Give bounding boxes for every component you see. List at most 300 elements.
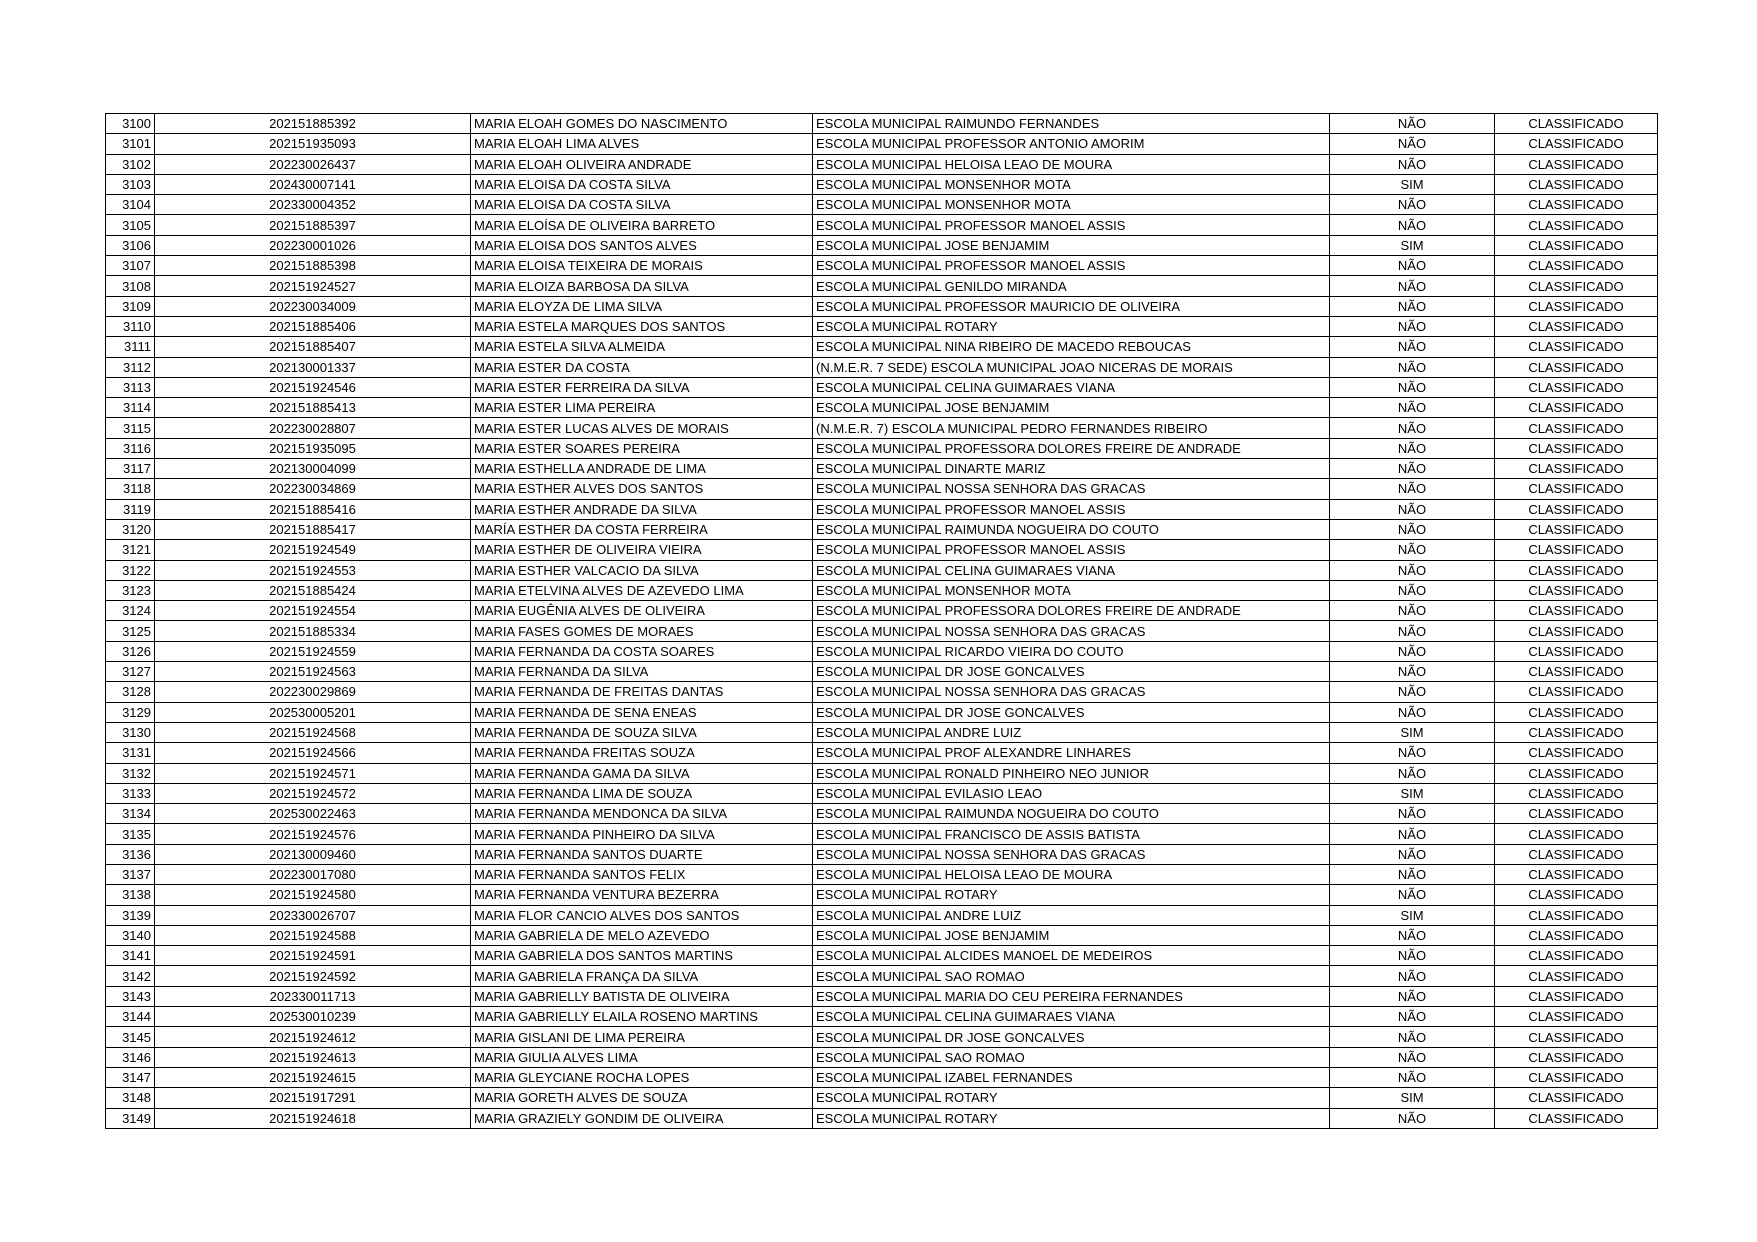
flag-cell: SIM bbox=[1330, 174, 1495, 194]
row-number-cell: 3116 bbox=[106, 438, 155, 458]
school-name-cell: ESCOLA MUNICIPAL RAIMUNDA NOGUEIRA DO COUTO bbox=[813, 804, 1330, 824]
student-name-cell: MARIA FERNANDA DE SOUZA SILVA bbox=[471, 722, 813, 742]
classification-table bbox=[105, 113, 1658, 1129]
status-cell: CLASSIFICADO bbox=[1495, 824, 1658, 844]
table-row bbox=[106, 824, 1658, 844]
school-name-cell: ESCOLA MUNICIPAL NOSSA SENHORA DAS GRACAS bbox=[813, 844, 1330, 864]
student-name-cell: MARIA ESTHER ANDRADE DA SILVA bbox=[471, 499, 813, 519]
table-row bbox=[106, 682, 1658, 702]
student-name-cell: MARIA ESTELA MARQUES DOS SANTOS bbox=[471, 316, 813, 336]
school-name-cell: ESCOLA MUNICIPAL PROFESSORA DOLORES FREIRE DE ANDRADE bbox=[813, 438, 1330, 458]
table-row bbox=[106, 804, 1658, 824]
status-cell: CLASSIFICADO bbox=[1495, 682, 1658, 702]
student-name-cell: MARIA FERNANDA DA SILVA bbox=[471, 662, 813, 682]
enrollment-id-cell: 202151924549 bbox=[155, 540, 471, 560]
status-cell: CLASSIFICADO bbox=[1495, 743, 1658, 763]
school-name-cell: (N.M.E.R. 7 SEDE) ESCOLA MUNICIPAL JOAO NICERAS DE MORAIS bbox=[813, 357, 1330, 377]
student-name-cell: MARIA GABRIELLY ELAILA ROSENO MARTINS bbox=[471, 1007, 813, 1027]
flag-cell: NÃO bbox=[1330, 499, 1495, 519]
table-row bbox=[106, 621, 1658, 641]
student-name-cell: MARIA FERNANDA VENTURA BEZERRA bbox=[471, 885, 813, 905]
table-row bbox=[106, 114, 1658, 134]
school-name-cell: ESCOLA MUNICIPAL IZABEL FERNANDES bbox=[813, 1067, 1330, 1087]
enrollment-id-cell: 202151924563 bbox=[155, 662, 471, 682]
student-name-cell: MARIA ESTER SOARES PEREIRA bbox=[471, 438, 813, 458]
status-cell: CLASSIFICADO bbox=[1495, 722, 1658, 742]
school-name-cell: ESCOLA MUNICIPAL PROFESSOR MANOEL ASSIS bbox=[813, 215, 1330, 235]
enrollment-id-cell: 202151885407 bbox=[155, 337, 471, 357]
school-name-cell: ESCOLA MUNICIPAL DINARTE MARIZ bbox=[813, 459, 1330, 479]
row-number-cell: 3144 bbox=[106, 1007, 155, 1027]
table-row bbox=[106, 256, 1658, 276]
student-name-cell: MARIA GABRIELA DE MELO AZEVEDO bbox=[471, 925, 813, 945]
enrollment-id-cell: 202151924576 bbox=[155, 824, 471, 844]
row-number-cell: 3109 bbox=[106, 296, 155, 316]
flag-cell: SIM bbox=[1330, 235, 1495, 255]
status-cell: CLASSIFICADO bbox=[1495, 540, 1658, 560]
table-row bbox=[106, 499, 1658, 519]
flag-cell: NÃO bbox=[1330, 1047, 1495, 1067]
row-number-cell: 3114 bbox=[106, 398, 155, 418]
student-name-cell: MARIA ESTER FERREIRA DA SILVA bbox=[471, 377, 813, 397]
enrollment-id-cell: 202151885416 bbox=[155, 499, 471, 519]
row-number-cell: 3140 bbox=[106, 925, 155, 945]
status-cell: CLASSIFICADO bbox=[1495, 459, 1658, 479]
student-name-cell: MARIA FASES GOMES DE MORAES bbox=[471, 621, 813, 641]
status-cell: CLASSIFICADO bbox=[1495, 418, 1658, 438]
school-name-cell: ESCOLA MUNICIPAL PROF ALEXANDRE LINHARES bbox=[813, 743, 1330, 763]
enrollment-id-cell: 202151885406 bbox=[155, 316, 471, 336]
row-number-cell: 3149 bbox=[106, 1108, 155, 1128]
flag-cell: NÃO bbox=[1330, 195, 1495, 215]
student-name-cell: MARIA ESTER LIMA PEREIRA bbox=[471, 398, 813, 418]
table-row bbox=[106, 1027, 1658, 1047]
student-name-cell: MARÍA ESTHER DA COSTA FERREIRA bbox=[471, 519, 813, 539]
flag-cell: NÃO bbox=[1330, 580, 1495, 600]
table-row bbox=[106, 459, 1658, 479]
table-row bbox=[106, 580, 1658, 600]
student-name-cell: MARIA ELOAH GOMES DO NASCIMENTO bbox=[471, 114, 813, 134]
enrollment-id-cell: 202230017080 bbox=[155, 864, 471, 884]
status-cell: CLASSIFICADO bbox=[1495, 885, 1658, 905]
status-cell: CLASSIFICADO bbox=[1495, 174, 1658, 194]
school-name-cell: ESCOLA MUNICIPAL GENILDO MIRANDA bbox=[813, 276, 1330, 296]
flag-cell: NÃO bbox=[1330, 1007, 1495, 1027]
enrollment-id-cell: 202151924592 bbox=[155, 966, 471, 986]
table-row bbox=[106, 276, 1658, 296]
flag-cell: NÃO bbox=[1330, 1067, 1495, 1087]
status-cell: CLASSIFICADO bbox=[1495, 601, 1658, 621]
school-name-cell: ESCOLA MUNICIPAL PROFESSOR ANTONIO AMORIM bbox=[813, 134, 1330, 154]
flag-cell: NÃO bbox=[1330, 702, 1495, 722]
enrollment-id-cell: 202530022463 bbox=[155, 804, 471, 824]
table-row bbox=[106, 641, 1658, 661]
table-row bbox=[106, 966, 1658, 986]
status-cell: CLASSIFICADO bbox=[1495, 763, 1658, 783]
status-cell: CLASSIFICADO bbox=[1495, 296, 1658, 316]
table-row bbox=[106, 905, 1658, 925]
status-cell: CLASSIFICADO bbox=[1495, 398, 1658, 418]
enrollment-id-cell: 202530005201 bbox=[155, 702, 471, 722]
enrollment-id-cell: 202151885398 bbox=[155, 256, 471, 276]
enrollment-id-cell: 202130001337 bbox=[155, 357, 471, 377]
row-number-cell: 3106 bbox=[106, 235, 155, 255]
status-cell: CLASSIFICADO bbox=[1495, 316, 1658, 336]
row-number-cell: 3126 bbox=[106, 641, 155, 661]
flag-cell: NÃO bbox=[1330, 864, 1495, 884]
flag-cell: NÃO bbox=[1330, 256, 1495, 276]
school-name-cell: ESCOLA MUNICIPAL NOSSA SENHORA DAS GRACAS bbox=[813, 621, 1330, 641]
enrollment-id-cell: 202151924572 bbox=[155, 783, 471, 803]
table-row bbox=[106, 479, 1658, 499]
status-cell: CLASSIFICADO bbox=[1495, 195, 1658, 215]
status-cell: CLASSIFICADO bbox=[1495, 783, 1658, 803]
enrollment-id-cell: 202151924571 bbox=[155, 763, 471, 783]
status-cell: CLASSIFICADO bbox=[1495, 621, 1658, 641]
student-name-cell: MARIA ELOISA TEIXEIRA DE MORAIS bbox=[471, 256, 813, 276]
flag-cell: NÃO bbox=[1330, 844, 1495, 864]
status-cell: CLASSIFICADO bbox=[1495, 905, 1658, 925]
row-number-cell: 3137 bbox=[106, 864, 155, 884]
flag-cell: NÃO bbox=[1330, 682, 1495, 702]
school-name-cell: ESCOLA MUNICIPAL ANDRE LUIZ bbox=[813, 722, 1330, 742]
row-number-cell: 3105 bbox=[106, 215, 155, 235]
row-number-cell: 3145 bbox=[106, 1027, 155, 1047]
row-number-cell: 3128 bbox=[106, 682, 155, 702]
flag-cell: NÃO bbox=[1330, 641, 1495, 661]
enrollment-id-cell: 202230001026 bbox=[155, 235, 471, 255]
flag-cell: NÃO bbox=[1330, 114, 1495, 134]
enrollment-id-cell: 202151885392 bbox=[155, 114, 471, 134]
enrollment-id-cell: 202230029869 bbox=[155, 682, 471, 702]
table-row bbox=[106, 418, 1658, 438]
enrollment-id-cell: 202151917291 bbox=[155, 1088, 471, 1108]
row-number-cell: 3130 bbox=[106, 722, 155, 742]
flag-cell: NÃO bbox=[1330, 398, 1495, 418]
flag-cell: NÃO bbox=[1330, 540, 1495, 560]
school-name-cell: ESCOLA MUNICIPAL DR JOSE GONCALVES bbox=[813, 662, 1330, 682]
status-cell: CLASSIFICADO bbox=[1495, 844, 1658, 864]
flag-cell: NÃO bbox=[1330, 1108, 1495, 1128]
student-name-cell: MARIA ELOISA DOS SANTOS ALVES bbox=[471, 235, 813, 255]
enrollment-id-cell: 202151924618 bbox=[155, 1108, 471, 1128]
enrollment-id-cell: 202151935095 bbox=[155, 438, 471, 458]
row-number-cell: 3119 bbox=[106, 499, 155, 519]
student-name-cell: MARIA GORETH ALVES DE SOUZA bbox=[471, 1088, 813, 1108]
enrollment-id-cell: 202230026437 bbox=[155, 154, 471, 174]
row-number-cell: 3148 bbox=[106, 1088, 155, 1108]
flag-cell: NÃO bbox=[1330, 824, 1495, 844]
flag-cell: SIM bbox=[1330, 722, 1495, 742]
table-row bbox=[106, 215, 1658, 235]
row-number-cell: 3138 bbox=[106, 885, 155, 905]
row-number-cell: 3136 bbox=[106, 844, 155, 864]
table-row bbox=[106, 377, 1658, 397]
row-number-cell: 3141 bbox=[106, 946, 155, 966]
row-number-cell: 3108 bbox=[106, 276, 155, 296]
table-row bbox=[106, 560, 1658, 580]
status-cell: CLASSIFICADO bbox=[1495, 377, 1658, 397]
student-name-cell: MARIA GABRIELA DOS SANTOS MARTINS bbox=[471, 946, 813, 966]
row-number-cell: 3125 bbox=[106, 621, 155, 641]
status-cell: CLASSIFICADO bbox=[1495, 235, 1658, 255]
school-name-cell: ESCOLA MUNICIPAL ROTARY bbox=[813, 885, 1330, 905]
student-name-cell: MARIA FERNANDA SANTOS DUARTE bbox=[471, 844, 813, 864]
status-cell: CLASSIFICADO bbox=[1495, 519, 1658, 539]
enrollment-id-cell: 202151885397 bbox=[155, 215, 471, 235]
row-number-cell: 3135 bbox=[106, 824, 155, 844]
school-name-cell: ESCOLA MUNICIPAL RAIMUNDO FERNANDES bbox=[813, 114, 1330, 134]
table-row bbox=[106, 662, 1658, 682]
student-name-cell: MARIA FERNANDA FREITAS SOUZA bbox=[471, 743, 813, 763]
enrollment-id-cell: 202330004352 bbox=[155, 195, 471, 215]
row-number-cell: 3107 bbox=[106, 256, 155, 276]
student-name-cell: MARIA GABRIELLY BATISTA DE OLIVEIRA bbox=[471, 986, 813, 1006]
table-row bbox=[106, 296, 1658, 316]
table-row bbox=[106, 885, 1658, 905]
row-number-cell: 3122 bbox=[106, 560, 155, 580]
school-name-cell: ESCOLA MUNICIPAL MONSENHOR MOTA bbox=[813, 195, 1330, 215]
flag-cell: NÃO bbox=[1330, 134, 1495, 154]
enrollment-id-cell: 202151924568 bbox=[155, 722, 471, 742]
row-number-cell: 3142 bbox=[106, 966, 155, 986]
status-cell: CLASSIFICADO bbox=[1495, 946, 1658, 966]
school-name-cell: ESCOLA MUNICIPAL PROFESSORA DOLORES FREIRE DE ANDRADE bbox=[813, 601, 1330, 621]
row-number-cell: 3124 bbox=[106, 601, 155, 621]
flag-cell: NÃO bbox=[1330, 885, 1495, 905]
table-row bbox=[106, 519, 1658, 539]
row-number-cell: 3143 bbox=[106, 986, 155, 1006]
school-name-cell: ESCOLA MUNICIPAL ROTARY bbox=[813, 1088, 1330, 1108]
enrollment-id-cell: 202330011713 bbox=[155, 986, 471, 1006]
school-name-cell: ESCOLA MUNICIPAL DR JOSE GONCALVES bbox=[813, 702, 1330, 722]
school-name-cell: ESCOLA MUNICIPAL MARIA DO CEU PEREIRA FERNANDES bbox=[813, 986, 1330, 1006]
student-name-cell: MARIA ELOISA DA COSTA SILVA bbox=[471, 195, 813, 215]
row-number-cell: 3147 bbox=[106, 1067, 155, 1087]
row-number-cell: 3117 bbox=[106, 459, 155, 479]
student-name-cell: MARIA ELOYZA DE LIMA SILVA bbox=[471, 296, 813, 316]
row-number-cell: 3118 bbox=[106, 479, 155, 499]
status-cell: CLASSIFICADO bbox=[1495, 276, 1658, 296]
enrollment-id-cell: 202151924566 bbox=[155, 743, 471, 763]
row-number-cell: 3127 bbox=[106, 662, 155, 682]
student-name-cell: MARIA FERNANDA LIMA DE SOUZA bbox=[471, 783, 813, 803]
table-row bbox=[106, 986, 1658, 1006]
row-number-cell: 3102 bbox=[106, 154, 155, 174]
school-name-cell: ESCOLA MUNICIPAL PROFESSOR MANOEL ASSIS bbox=[813, 540, 1330, 560]
table-row bbox=[106, 1067, 1658, 1087]
table-row bbox=[106, 154, 1658, 174]
row-number-cell: 3131 bbox=[106, 743, 155, 763]
status-cell: CLASSIFICADO bbox=[1495, 1027, 1658, 1047]
school-name-cell: ESCOLA MUNICIPAL SAO ROMAO bbox=[813, 1047, 1330, 1067]
row-number-cell: 3139 bbox=[106, 905, 155, 925]
status-cell: CLASSIFICADO bbox=[1495, 499, 1658, 519]
status-cell: CLASSIFICADO bbox=[1495, 804, 1658, 824]
row-number-cell: 3132 bbox=[106, 763, 155, 783]
status-cell: CLASSIFICADO bbox=[1495, 662, 1658, 682]
status-cell: CLASSIFICADO bbox=[1495, 438, 1658, 458]
enrollment-id-cell: 202151924615 bbox=[155, 1067, 471, 1087]
row-number-cell: 3101 bbox=[106, 134, 155, 154]
flag-cell: SIM bbox=[1330, 783, 1495, 803]
school-name-cell: ESCOLA MUNICIPAL NOSSA SENHORA DAS GRACAS bbox=[813, 682, 1330, 702]
flag-cell: NÃO bbox=[1330, 459, 1495, 479]
flag-cell: NÃO bbox=[1330, 763, 1495, 783]
enrollment-id-cell: 202151885424 bbox=[155, 580, 471, 600]
table-row bbox=[106, 316, 1658, 336]
flag-cell: SIM bbox=[1330, 1088, 1495, 1108]
table-row bbox=[106, 783, 1658, 803]
status-cell: CLASSIFICADO bbox=[1495, 357, 1658, 377]
row-number-cell: 3111 bbox=[106, 337, 155, 357]
school-name-cell: ESCOLA MUNICIPAL MONSENHOR MOTA bbox=[813, 174, 1330, 194]
school-name-cell: ESCOLA MUNICIPAL JOSE BENJAMIM bbox=[813, 925, 1330, 945]
table-row bbox=[106, 398, 1658, 418]
student-name-cell: MARIA GABRIELA FRANÇA DA SILVA bbox=[471, 966, 813, 986]
status-cell: CLASSIFICADO bbox=[1495, 479, 1658, 499]
table-row bbox=[106, 925, 1658, 945]
student-name-cell: MARIA ESTHELLA ANDRADE DE LIMA bbox=[471, 459, 813, 479]
status-cell: CLASSIFICADO bbox=[1495, 925, 1658, 945]
enrollment-id-cell: 202151924580 bbox=[155, 885, 471, 905]
status-cell: CLASSIFICADO bbox=[1495, 641, 1658, 661]
row-number-cell: 3120 bbox=[106, 519, 155, 539]
school-name-cell: ESCOLA MUNICIPAL PROFESSOR MANOEL ASSIS bbox=[813, 256, 1330, 276]
school-name-cell: ESCOLA MUNICIPAL CELINA GUIMARAES VIANA bbox=[813, 1007, 1330, 1027]
status-cell: CLASSIFICADO bbox=[1495, 337, 1658, 357]
table-row bbox=[106, 1108, 1658, 1128]
flag-cell: NÃO bbox=[1330, 357, 1495, 377]
school-name-cell: ESCOLA MUNICIPAL ALCIDES MANOEL DE MEDEIROS bbox=[813, 946, 1330, 966]
flag-cell: NÃO bbox=[1330, 804, 1495, 824]
table-row bbox=[106, 763, 1658, 783]
enrollment-id-cell: 202230028807 bbox=[155, 418, 471, 438]
table-row bbox=[106, 357, 1658, 377]
flag-cell: NÃO bbox=[1330, 316, 1495, 336]
flag-cell: NÃO bbox=[1330, 215, 1495, 235]
flag-cell: NÃO bbox=[1330, 377, 1495, 397]
school-name-cell: ESCOLA MUNICIPAL ROTARY bbox=[813, 316, 1330, 336]
student-name-cell: MARIA ESTHER ALVES DOS SANTOS bbox=[471, 479, 813, 499]
student-name-cell: MARIA ETELVINA ALVES DE AZEVEDO LIMA bbox=[471, 580, 813, 600]
student-name-cell: MARIA FERNANDA DA COSTA SOARES bbox=[471, 641, 813, 661]
row-number-cell: 3123 bbox=[106, 580, 155, 600]
enrollment-id-cell: 202151924554 bbox=[155, 601, 471, 621]
student-name-cell: MARIA FERNANDA DE FREITAS DANTAS bbox=[471, 682, 813, 702]
flag-cell: SIM bbox=[1330, 905, 1495, 925]
status-cell: CLASSIFICADO bbox=[1495, 986, 1658, 1006]
status-cell: CLASSIFICADO bbox=[1495, 1108, 1658, 1128]
row-number-cell: 3121 bbox=[106, 540, 155, 560]
student-name-cell: MARIA ELOIZA BARBOSA DA SILVA bbox=[471, 276, 813, 296]
enrollment-id-cell: 202230034869 bbox=[155, 479, 471, 499]
student-name-cell: MARIA FERNANDA MENDONCA DA SILVA bbox=[471, 804, 813, 824]
table-row bbox=[106, 946, 1658, 966]
student-name-cell: MARIA GRAZIELY GONDIM DE OLIVEIRA bbox=[471, 1108, 813, 1128]
school-name-cell: (N.M.E.R. 7) ESCOLA MUNICIPAL PEDRO FERNANDES RIBEIRO bbox=[813, 418, 1330, 438]
enrollment-id-cell: 202151935093 bbox=[155, 134, 471, 154]
school-name-cell: ESCOLA MUNICIPAL CELINA GUIMARAES VIANA bbox=[813, 560, 1330, 580]
enrollment-id-cell: 202151885334 bbox=[155, 621, 471, 641]
row-number-cell: 3146 bbox=[106, 1047, 155, 1067]
enrollment-id-cell: 202130009460 bbox=[155, 844, 471, 864]
table-row bbox=[106, 743, 1658, 763]
enrollment-id-cell: 202130004099 bbox=[155, 459, 471, 479]
row-number-cell: 3110 bbox=[106, 316, 155, 336]
table-row bbox=[106, 601, 1658, 621]
enrollment-id-cell: 202151885417 bbox=[155, 519, 471, 539]
flag-cell: NÃO bbox=[1330, 1027, 1495, 1047]
flag-cell: NÃO bbox=[1330, 966, 1495, 986]
row-number-cell: 3129 bbox=[106, 702, 155, 722]
school-name-cell: ESCOLA MUNICIPAL ROTARY bbox=[813, 1108, 1330, 1128]
school-name-cell: ESCOLA MUNICIPAL NINA RIBEIRO DE MACEDO REBOUCAS bbox=[813, 337, 1330, 357]
row-number-cell: 3113 bbox=[106, 377, 155, 397]
student-name-cell: MARIA FERNANDA DE SENA ENEAS bbox=[471, 702, 813, 722]
row-number-cell: 3103 bbox=[106, 174, 155, 194]
status-cell: CLASSIFICADO bbox=[1495, 702, 1658, 722]
enrollment-id-cell: 202230034009 bbox=[155, 296, 471, 316]
school-name-cell: ESCOLA MUNICIPAL PROFESSOR MAURICIO DE OLIVEIRA bbox=[813, 296, 1330, 316]
row-number-cell: 3134 bbox=[106, 804, 155, 824]
table-row bbox=[106, 722, 1658, 742]
table-row bbox=[106, 540, 1658, 560]
table-row bbox=[106, 844, 1658, 864]
school-name-cell: ESCOLA MUNICIPAL CELINA GUIMARAES VIANA bbox=[813, 377, 1330, 397]
row-number-cell: 3115 bbox=[106, 418, 155, 438]
school-name-cell: ESCOLA MUNICIPAL HELOISA LEAO DE MOURA bbox=[813, 154, 1330, 174]
row-number-cell: 3100 bbox=[106, 114, 155, 134]
table-row bbox=[106, 134, 1658, 154]
school-name-cell: ESCOLA MUNICIPAL DR JOSE GONCALVES bbox=[813, 1027, 1330, 1047]
student-name-cell: MARIA ELOAH OLIVEIRA ANDRADE bbox=[471, 154, 813, 174]
table-row bbox=[106, 438, 1658, 458]
school-name-cell: ESCOLA MUNICIPAL HELOISA LEAO DE MOURA bbox=[813, 864, 1330, 884]
table-row bbox=[106, 864, 1658, 884]
student-name-cell: MARIA FERNANDA GAMA DA SILVA bbox=[471, 763, 813, 783]
status-cell: CLASSIFICADO bbox=[1495, 215, 1658, 235]
flag-cell: NÃO bbox=[1330, 438, 1495, 458]
flag-cell: NÃO bbox=[1330, 276, 1495, 296]
status-cell: CLASSIFICADO bbox=[1495, 966, 1658, 986]
table-body bbox=[106, 114, 1658, 1129]
school-name-cell: ESCOLA MUNICIPAL MONSENHOR MOTA bbox=[813, 580, 1330, 600]
enrollment-id-cell: 202430007141 bbox=[155, 174, 471, 194]
school-name-cell: ESCOLA MUNICIPAL RAIMUNDA NOGUEIRA DO COUTO bbox=[813, 519, 1330, 539]
status-cell: CLASSIFICADO bbox=[1495, 864, 1658, 884]
enrollment-id-cell: 202330026707 bbox=[155, 905, 471, 925]
status-cell: CLASSIFICADO bbox=[1495, 114, 1658, 134]
student-name-cell: MARIA FERNANDA SANTOS FELIX bbox=[471, 864, 813, 884]
status-cell: CLASSIFICADO bbox=[1495, 1047, 1658, 1067]
flag-cell: NÃO bbox=[1330, 946, 1495, 966]
school-name-cell: ESCOLA MUNICIPAL JOSE BENJAMIM bbox=[813, 235, 1330, 255]
flag-cell: NÃO bbox=[1330, 601, 1495, 621]
flag-cell: NÃO bbox=[1330, 154, 1495, 174]
enrollment-id-cell: 202151924588 bbox=[155, 925, 471, 945]
school-name-cell: ESCOLA MUNICIPAL FRANCISCO DE ASSIS BATISTA bbox=[813, 824, 1330, 844]
table-row bbox=[106, 1088, 1658, 1108]
table-row bbox=[106, 174, 1658, 194]
student-name-cell: MARIA ESTELA SILVA ALMEIDA bbox=[471, 337, 813, 357]
school-name-cell: ESCOLA MUNICIPAL PROFESSOR MANOEL ASSIS bbox=[813, 499, 1330, 519]
school-name-cell: ESCOLA MUNICIPAL RONALD PINHEIRO NEO JUNIOR bbox=[813, 763, 1330, 783]
student-name-cell: MARIA FERNANDA PINHEIRO DA SILVA bbox=[471, 824, 813, 844]
enrollment-id-cell: 202151924546 bbox=[155, 377, 471, 397]
table-row bbox=[106, 1007, 1658, 1027]
flag-cell: NÃO bbox=[1330, 621, 1495, 641]
